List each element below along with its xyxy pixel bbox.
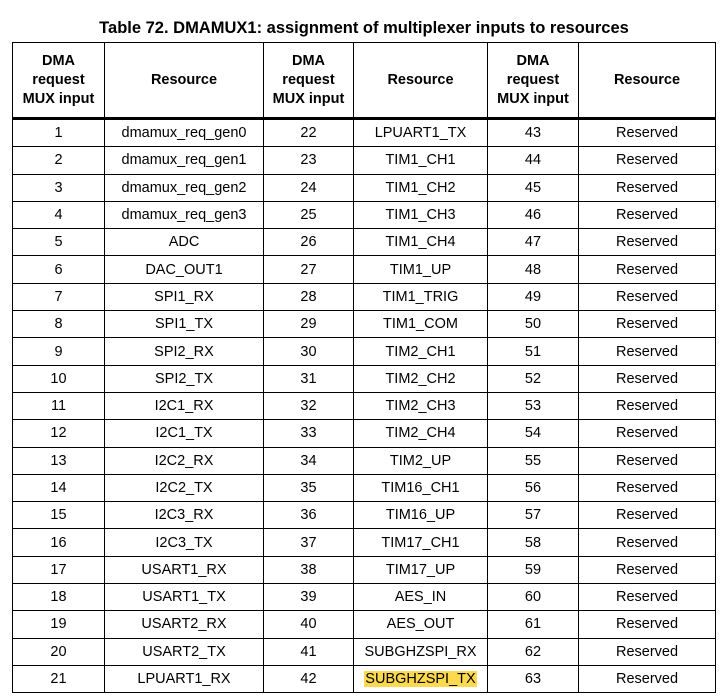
cell-text: 23 — [300, 152, 317, 169]
mux-input-cell — [13, 529, 105, 556]
table-row — [13, 338, 716, 365]
cell-text: 25 — [300, 207, 317, 224]
mux-input-cell — [488, 502, 579, 529]
cell-text: 45 — [524, 179, 542, 196]
mux-input-cell — [264, 392, 354, 419]
cell-text: Reserved — [615, 671, 679, 688]
cell-text: 17 — [50, 561, 67, 578]
table-header-row — [13, 43, 716, 119]
cell-text: 34 — [300, 452, 317, 469]
resource-cell — [105, 147, 264, 174]
cell-text: 59 — [524, 561, 542, 578]
table-row — [13, 392, 716, 419]
resource-cell — [105, 638, 264, 665]
mux-input-cell — [13, 474, 105, 501]
header-resource-2: Resource — [354, 43, 488, 119]
mux-input-cell — [488, 174, 579, 201]
cell-text: Reserved — [615, 152, 679, 169]
mux-input-cell — [488, 147, 579, 174]
resource-cell — [354, 474, 488, 501]
cell-text: 50 — [524, 316, 542, 333]
resource-cell — [105, 311, 264, 338]
resource-cell — [105, 529, 264, 556]
cell-text: 3 — [54, 179, 63, 196]
cell-text: Reserved — [615, 561, 679, 578]
cell-text: 33 — [300, 425, 317, 442]
mux-input-cell — [13, 584, 105, 611]
resource-cell — [579, 420, 716, 447]
cell-text: Reserved — [615, 288, 679, 305]
resource-cell — [354, 420, 488, 447]
cell-text: 2 — [54, 152, 63, 169]
cell-text: 51 — [524, 343, 542, 360]
cell-text: TIM1_UP — [389, 261, 452, 278]
mux-input-cell — [13, 174, 105, 201]
resource-cell — [354, 529, 488, 556]
resource-cell — [105, 447, 264, 474]
mux-input-cell — [264, 256, 354, 283]
resource-cell — [354, 201, 488, 228]
cell-text: 49 — [524, 288, 542, 305]
cell-text: 22 — [300, 125, 317, 142]
resource-cell — [354, 638, 488, 665]
mux-input-cell — [13, 229, 105, 256]
dmamux-assignment-table — [12, 42, 716, 693]
cell-text: I2C3_RX — [154, 507, 214, 524]
mux-input-cell — [488, 229, 579, 256]
cell-text: Reserved — [615, 261, 679, 278]
resource-cell — [105, 665, 264, 692]
cell-text: 39 — [300, 589, 317, 606]
cell-text: TIM1_CH2 — [385, 179, 456, 196]
cell-text: 42 — [300, 671, 317, 688]
cell-text: 40 — [300, 616, 317, 633]
mux-input-cell — [13, 256, 105, 283]
cell-text: LPUART1_RX — [137, 671, 231, 688]
table-caption: Table 72. DMAMUX1: assignment of multiplexer inputs to resources — [99, 19, 629, 37]
cell-text: SUBGHZSPI_RX — [364, 643, 477, 660]
resource-cell — [579, 365, 716, 392]
cell-text: TIM17_UP — [385, 561, 456, 578]
cell-text: 7 — [54, 288, 63, 305]
mux-input-cell — [264, 229, 354, 256]
mux-input-cell — [264, 119, 354, 147]
mux-input-cell — [13, 365, 105, 392]
mux-input-cell — [264, 529, 354, 556]
resource-cell — [579, 638, 716, 665]
mux-input-cell — [488, 529, 579, 556]
cell-text: 37 — [300, 534, 317, 551]
cell-text: 46 — [524, 207, 542, 224]
resource-cell — [354, 447, 488, 474]
mux-input-cell — [264, 338, 354, 365]
mux-input-cell — [488, 256, 579, 283]
cell-text: dmamux_req_gen3 — [121, 207, 247, 224]
cell-text: AES_OUT — [386, 616, 455, 633]
resource-cell — [579, 147, 716, 174]
mux-input-cell — [264, 474, 354, 501]
cell-text: SPI1_TX — [154, 316, 214, 333]
mux-input-cell — [264, 502, 354, 529]
table-row — [13, 147, 716, 174]
cell-text: dmamux_req_gen0 — [121, 125, 247, 142]
mux-input-cell — [13, 665, 105, 692]
cell-text: I2C2_TX — [155, 480, 213, 496]
cell-text: TIM16_CH1 — [381, 480, 460, 496]
table-row — [13, 502, 716, 529]
cell-text: 16 — [50, 534, 67, 551]
cell-text: TIM2_CH2 — [385, 370, 456, 387]
mux-input-cell — [264, 365, 354, 392]
mux-input-cell — [13, 638, 105, 665]
cell-text: TIM1_TRIG — [382, 288, 459, 305]
resource-cell — [354, 311, 488, 338]
table-row — [13, 665, 716, 692]
cell-text: TIM2_CH4 — [385, 425, 456, 442]
resource-cell — [579, 611, 716, 638]
cell-text: 60 — [524, 589, 542, 606]
mux-input-cell — [13, 611, 105, 638]
table-row — [13, 556, 716, 583]
resource-cell — [105, 283, 264, 310]
resource-cell — [354, 665, 488, 692]
resource-cell — [105, 392, 264, 419]
resource-cell — [579, 474, 716, 501]
cell-text: 58 — [524, 534, 542, 551]
cell-text: 14 — [50, 480, 67, 496]
table-row — [13, 201, 716, 228]
cell-text: 63 — [524, 671, 542, 688]
mux-input-cell — [13, 311, 105, 338]
resource-cell — [354, 256, 488, 283]
cell-text: Reserved — [615, 125, 679, 142]
resource-cell — [579, 447, 716, 474]
resource-cell — [105, 201, 264, 228]
resource-cell — [105, 611, 264, 638]
cell-text: 15 — [50, 507, 67, 524]
mux-input-cell — [13, 201, 105, 228]
resource-cell — [354, 365, 488, 392]
resource-cell — [105, 174, 264, 201]
resource-cell — [579, 174, 716, 201]
cell-text: Reserved — [615, 616, 679, 633]
resource-cell — [105, 556, 264, 583]
mux-input-cell — [264, 147, 354, 174]
cell-text: SPI2_RX — [154, 343, 214, 360]
mux-input-cell — [264, 611, 354, 638]
mux-input-cell — [488, 474, 579, 501]
cell-text: Reserved — [615, 316, 679, 333]
mux-input-cell — [488, 665, 579, 692]
cell-text: 5 — [54, 234, 63, 251]
resource-cell — [354, 502, 488, 529]
resource-cell — [354, 392, 488, 419]
resource-cell — [579, 119, 716, 147]
mux-input-cell — [488, 338, 579, 365]
table-row — [13, 474, 716, 501]
resource-cell — [579, 665, 716, 692]
resource-cell — [579, 529, 716, 556]
resource-cell — [579, 338, 716, 365]
cell-text: 13 — [50, 452, 67, 469]
cell-text: 18 — [50, 589, 67, 606]
resource-cell — [354, 556, 488, 583]
resource-cell — [354, 611, 488, 638]
header-resource-3: Resource — [579, 43, 716, 119]
cell-text: USART1_RX — [141, 561, 227, 578]
table-row — [13, 365, 716, 392]
cell-text: 26 — [300, 234, 317, 251]
cell-text: DAC_OUT1 — [145, 261, 223, 278]
cell-text: USART2_TX — [142, 643, 226, 660]
cell-text: 32 — [300, 398, 317, 415]
cell-text: 55 — [524, 452, 542, 469]
cell-text: 35 — [300, 480, 317, 496]
mux-input-cell — [13, 447, 105, 474]
cell-text: 8 — [54, 316, 63, 333]
resource-cell — [579, 201, 716, 228]
mux-input-cell — [488, 447, 579, 474]
header-mux-input-1: DMA request MUX input — [13, 43, 105, 119]
cell-text: 52 — [524, 370, 542, 387]
table-row — [13, 256, 716, 283]
mux-input-cell — [488, 201, 579, 228]
cell-text: Reserved — [615, 425, 679, 442]
header-resource-1: Resource — [105, 43, 264, 119]
cell-text: I2C2_RX — [154, 452, 214, 469]
mux-input-cell — [488, 638, 579, 665]
resource-cell — [105, 420, 264, 447]
cell-text: I2C3_TX — [155, 534, 213, 551]
mux-input-cell — [488, 420, 579, 447]
mux-input-cell — [488, 119, 579, 147]
mux-input-cell — [264, 311, 354, 338]
highlighted-text: SUBGHZSPI_TX — [365, 671, 476, 688]
cell-text: 27 — [300, 261, 317, 278]
cell-text: I2C1_TX — [155, 425, 213, 442]
cell-text: 48 — [524, 261, 542, 278]
mux-input-cell — [13, 338, 105, 365]
mux-input-cell — [488, 584, 579, 611]
cell-text: 30 — [300, 343, 317, 360]
mux-input-cell — [488, 283, 579, 310]
cell-text: 43 — [524, 125, 542, 142]
cell-text: Reserved — [615, 452, 679, 469]
mux-input-cell — [13, 556, 105, 583]
resource-cell — [579, 311, 716, 338]
mux-input-cell — [264, 556, 354, 583]
cell-text: Reserved — [615, 398, 679, 415]
table-row — [13, 283, 716, 310]
cell-text: 62 — [524, 643, 542, 660]
cell-text: SPI1_RX — [154, 288, 214, 305]
resource-cell — [105, 502, 264, 529]
header-mux-input-2: DMA request MUX input — [264, 43, 354, 119]
cell-text: TIM1_CH4 — [385, 234, 456, 251]
table-row — [13, 174, 716, 201]
table-body — [13, 119, 716, 693]
cell-text: 47 — [524, 234, 542, 251]
cell-text: Reserved — [615, 343, 679, 360]
cell-text: 56 — [524, 480, 542, 496]
cell-text: Reserved — [615, 370, 679, 387]
mux-input-cell — [488, 365, 579, 392]
resource-cell — [354, 119, 488, 147]
header-mux-input-3: DMA request MUX input — [488, 43, 579, 119]
cell-text: 19 — [50, 616, 67, 633]
cell-text: dmamux_req_gen1 — [121, 152, 247, 169]
mux-input-cell — [13, 420, 105, 447]
resource-cell — [105, 474, 264, 501]
cell-text: 57 — [524, 507, 542, 524]
cell-text: 1 — [54, 125, 63, 142]
cell-text: TIM2_CH3 — [385, 398, 456, 415]
table-row — [13, 311, 716, 338]
cell-text: AES_IN — [394, 589, 447, 606]
cell-text: 10 — [50, 370, 67, 387]
cell-text: USART1_TX — [142, 589, 226, 606]
mux-input-cell — [264, 174, 354, 201]
resource-cell — [579, 256, 716, 283]
mux-input-cell — [264, 638, 354, 665]
cell-text: Reserved — [615, 207, 679, 224]
cell-text: 31 — [300, 370, 317, 387]
table-row — [13, 584, 716, 611]
mux-input-cell — [264, 201, 354, 228]
cell-text: 9 — [54, 343, 63, 360]
resource-cell — [579, 502, 716, 529]
cell-text: Reserved — [615, 507, 679, 524]
cell-text: 38 — [300, 561, 317, 578]
mux-input-cell — [13, 147, 105, 174]
resource-cell — [354, 584, 488, 611]
mux-input-cell — [264, 420, 354, 447]
cell-text: TIM2_CH1 — [385, 343, 456, 360]
cell-text: I2C1_RX — [154, 398, 214, 415]
mux-input-cell — [13, 502, 105, 529]
resource-cell — [354, 174, 488, 201]
cell-text: 28 — [300, 288, 317, 305]
cell-text: Reserved — [615, 534, 679, 551]
cell-text: TIM2_UP — [389, 452, 452, 469]
resource-cell — [579, 283, 716, 310]
table-row — [13, 119, 716, 147]
resource-cell — [579, 584, 716, 611]
cell-text: TIM17_CH1 — [381, 534, 460, 551]
cell-text: 12 — [50, 425, 67, 442]
table-row — [13, 638, 716, 665]
mux-input-cell — [264, 584, 354, 611]
cell-text: LPUART1_TX — [374, 125, 467, 142]
cell-text: 11 — [50, 398, 67, 415]
cell-text: 24 — [300, 179, 317, 196]
cell-text: 29 — [300, 316, 317, 333]
mux-input-cell — [488, 611, 579, 638]
cell-text: TIM16_UP — [385, 507, 456, 524]
cell-text: TIM1_CH3 — [385, 207, 456, 224]
cell-text: 41 — [300, 643, 317, 660]
resource-cell — [105, 119, 264, 147]
resource-cell — [579, 229, 716, 256]
cell-text: 44 — [524, 152, 542, 169]
cell-text: Reserved — [615, 643, 679, 660]
resource-cell — [579, 392, 716, 419]
cell-text: Reserved — [615, 480, 679, 496]
cell-text: ADC — [168, 234, 200, 251]
resource-cell — [579, 556, 716, 583]
mux-input-cell — [13, 392, 105, 419]
cell-text: TIM1_CH1 — [385, 152, 456, 169]
resource-cell — [105, 256, 264, 283]
mux-input-cell — [264, 447, 354, 474]
resource-cell — [105, 229, 264, 256]
mux-input-cell — [488, 556, 579, 583]
cell-text: 4 — [54, 207, 63, 224]
resource-cell — [354, 338, 488, 365]
mux-input-cell — [264, 665, 354, 692]
table-row — [13, 529, 716, 556]
cell-text: Reserved — [615, 589, 679, 606]
mux-input-cell — [264, 283, 354, 310]
resource-cell — [354, 229, 488, 256]
cell-text: 54 — [524, 425, 542, 442]
cell-text: USART2_RX — [141, 616, 227, 633]
mux-input-cell — [488, 392, 579, 419]
resource-cell — [105, 365, 264, 392]
table-row — [13, 420, 716, 447]
cell-text: 36 — [300, 507, 317, 524]
resource-cell — [354, 147, 488, 174]
cell-text: 6 — [54, 261, 63, 278]
mux-input-cell — [13, 283, 105, 310]
cell-text: 20 — [50, 643, 67, 660]
table-row — [13, 229, 716, 256]
table-row — [13, 447, 716, 474]
cell-text: dmamux_req_gen2 — [121, 179, 247, 196]
resource-cell — [354, 283, 488, 310]
cell-text: 21 — [50, 671, 67, 688]
resource-cell — [105, 338, 264, 365]
cell-text: SPI2_TX — [154, 370, 214, 387]
cell-text: Reserved — [615, 234, 679, 251]
cell-text: 53 — [524, 398, 542, 415]
table-row — [13, 611, 716, 638]
mux-input-cell — [13, 119, 105, 147]
resource-cell — [105, 584, 264, 611]
mux-input-cell — [488, 311, 579, 338]
cell-text: Reserved — [615, 179, 679, 196]
cell-text: TIM1_COM — [383, 316, 458, 333]
cell-text: 61 — [524, 616, 542, 633]
